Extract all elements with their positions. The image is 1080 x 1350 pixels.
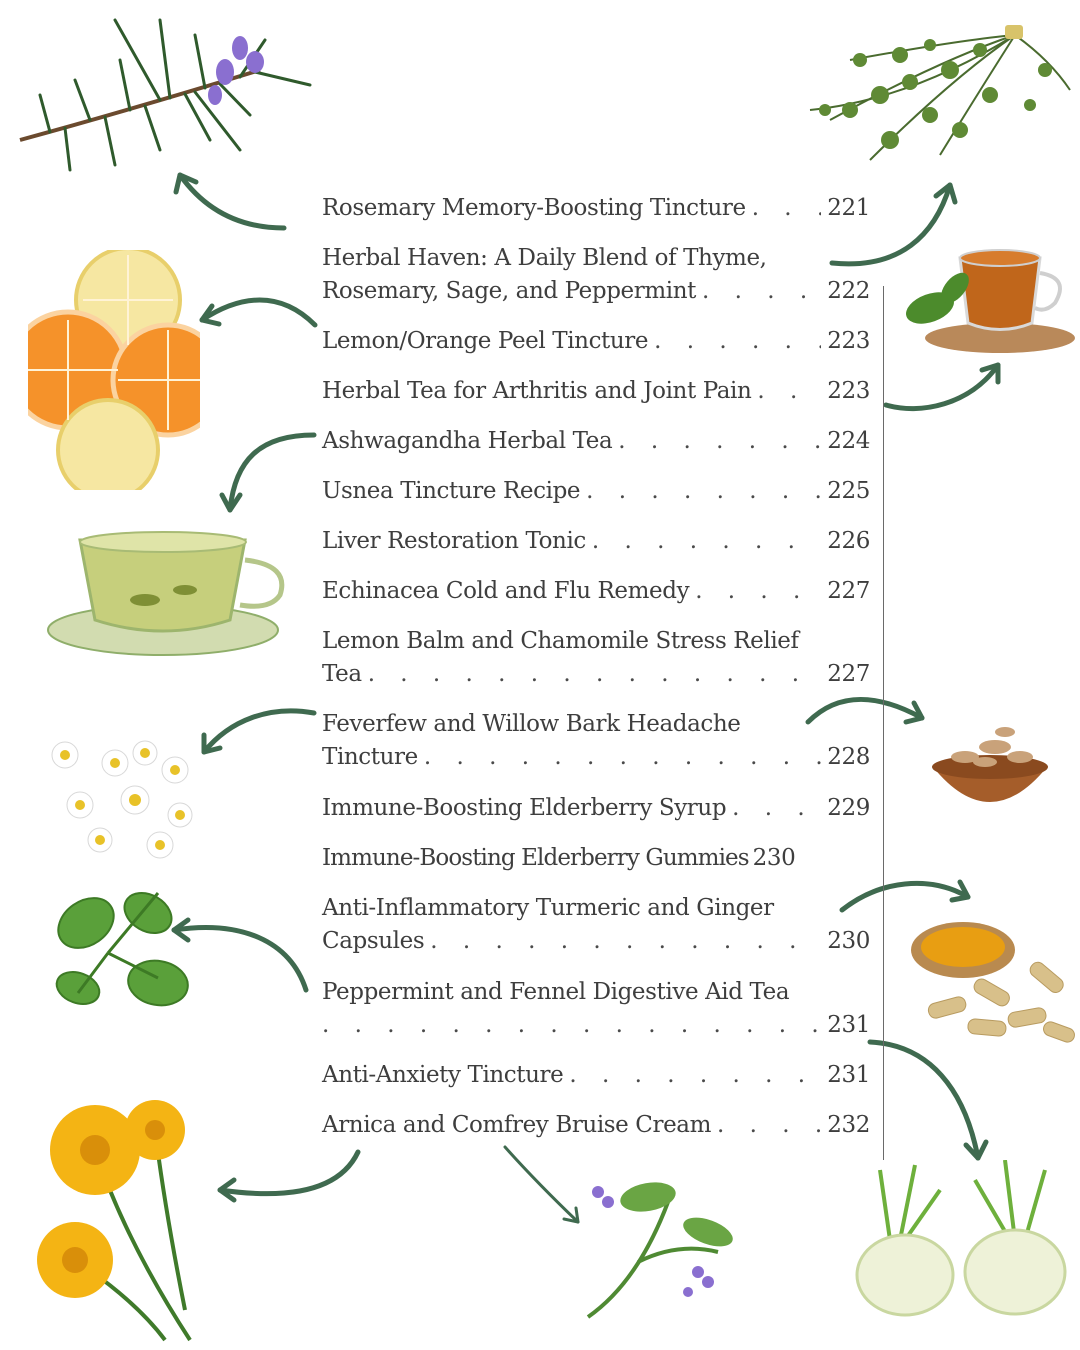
entry-page: 222 (827, 278, 870, 304)
leader-dots (732, 792, 821, 825)
arrow-to-rosemary (176, 175, 284, 228)
entry-title-continued: Capsules (322, 928, 425, 954)
toc-entry[interactable] (322, 792, 870, 825)
leader-dots (430, 925, 821, 958)
entry-page: 226 (827, 528, 870, 554)
toc-entry[interactable] (322, 475, 870, 508)
entry-title-continued: Rosemary, Sage, and Peppermint (322, 278, 696, 304)
right-rule (883, 286, 884, 1160)
entry-page: 231 (827, 1012, 870, 1038)
toc-entry[interactable] (322, 1109, 870, 1142)
entry-page: 230 (827, 928, 870, 954)
entry-page: 230 (752, 845, 796, 871)
leader-dots (702, 275, 821, 308)
entry-title: Immune-Boosting Elderberry Gummies (322, 845, 749, 871)
leader-dots (368, 658, 822, 691)
toc-entry[interactable] (322, 708, 870, 774)
leader-dots (424, 741, 821, 774)
entry-title: Lemon/Orange Peel Tincture (322, 328, 649, 354)
entry-title: Feverfew and Willow Bark Headache (322, 711, 741, 737)
arrow-to-fennel (870, 1042, 986, 1158)
leader-dots (586, 475, 821, 508)
entry-title: Anti-Inflammatory Turmeric and Ginger (322, 895, 774, 921)
entry-page: 227 (827, 661, 870, 687)
arrow-to-lemon-balm (174, 920, 306, 990)
leader-dots (695, 575, 821, 608)
entry-title: Ashwagandha Herbal Tea (322, 428, 613, 454)
toc-entry[interactable] (322, 625, 870, 691)
toc-entry[interactable] (322, 242, 870, 308)
leader-dots (322, 1009, 821, 1042)
leader-dots (757, 375, 821, 408)
toc-entry[interactable] (322, 375, 870, 408)
toc-entry[interactable] (322, 892, 870, 958)
entry-page: 227 (827, 578, 870, 604)
entry-title: Anti-Anxiety Tincture (322, 1062, 564, 1088)
arrow-to-chamomile (204, 711, 314, 752)
leader-dots (592, 525, 821, 558)
entry-page: 231 (827, 1062, 870, 1088)
entry-page: 221 (827, 195, 870, 221)
entry-title: Herbal Tea for Arthritis and Joint Pain (322, 378, 752, 404)
toc-entry[interactable] (322, 425, 870, 458)
toc-entry[interactable] (322, 192, 870, 225)
toc-entry[interactable] (322, 575, 870, 608)
entry-title: Herbal Haven: A Daily Blend of Thyme, (322, 245, 767, 271)
entry-title-continued: Tincture (322, 744, 418, 770)
entry-title: Peppermint and Fennel Digestive Aid Tea (322, 979, 790, 1005)
leader-dots (717, 1109, 821, 1142)
entry-title: Arnica and Comfrey Bruise Cream (322, 1112, 712, 1138)
leader-dots (618, 425, 821, 458)
entry-page: 223 (827, 378, 870, 404)
entry-title: Echinacea Cold and Flu Remedy (322, 578, 690, 604)
arrow-to-comfrey (505, 1147, 578, 1222)
arrow-to-green-tea (222, 435, 314, 510)
entry-title: Lemon Balm and Chamomile Stress Relief (322, 628, 799, 654)
entry-page: 229 (827, 795, 870, 821)
toc-entry[interactable] (322, 842, 870, 875)
toc-entry[interactable] (322, 525, 870, 558)
entry-page: 228 (827, 744, 870, 770)
toc-entry[interactable] (322, 1059, 870, 1092)
arrow-to-arnica (220, 1152, 358, 1200)
leader-dots (569, 1059, 821, 1092)
arrow-to-citrus (202, 300, 315, 325)
toc-entry[interactable] (322, 976, 870, 1042)
entry-title: Rosemary Memory-Boosting Tincture (322, 195, 746, 221)
toc-entry[interactable] (322, 325, 870, 358)
entry-page: 225 (827, 478, 870, 504)
leader-dots (654, 325, 821, 358)
entry-title-continued: Tea (322, 661, 362, 687)
arrow-to-tea-cup (886, 365, 998, 409)
entry-title: Usnea Tincture Recipe (322, 478, 581, 504)
entry-title: Liver Restoration Tonic (322, 528, 586, 554)
entry-page: 224 (827, 428, 870, 454)
leader-dots (752, 192, 822, 225)
entry-page: 232 (827, 1112, 870, 1138)
entry-title: Immune-Boosting Elderberry Syrup (322, 795, 727, 821)
entry-page: 223 (827, 328, 870, 354)
